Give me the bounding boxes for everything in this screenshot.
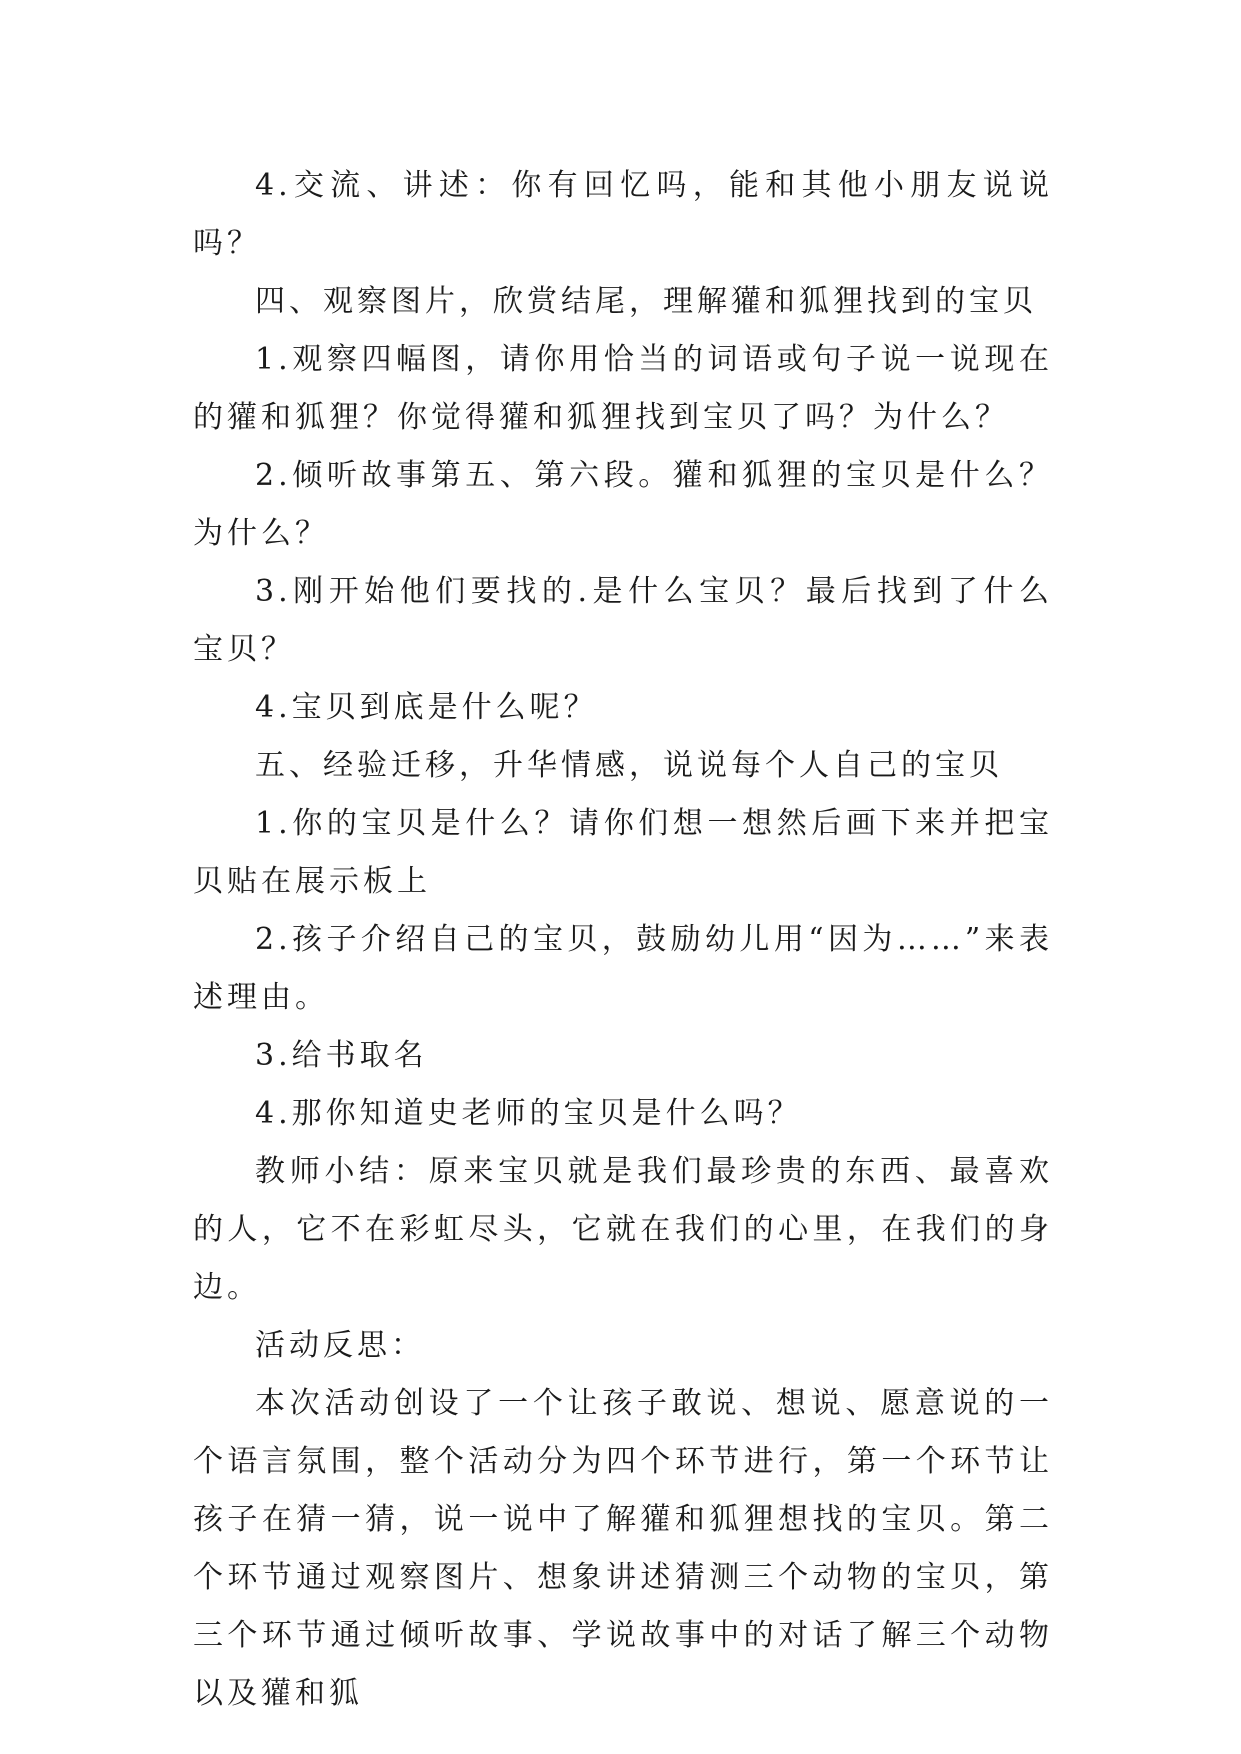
paragraph-1: 4.交流、讲述：你有回忆吗，能和其他小朋友说说吗？ bbox=[193, 168, 1053, 261]
paragraph-10: 3.给书取名 bbox=[255, 1038, 428, 1073]
paragraph-4: 2.倾听故事第五、第六段。獾和狐狸的宝贝是什么？为什么？ bbox=[193, 458, 1053, 551]
section-heading-5: 五、经验迁移，升华情感，说说每个人自己的宝贝 bbox=[255, 748, 1003, 783]
reflection-heading: 活动反思： bbox=[255, 1328, 425, 1363]
document-body bbox=[193, 157, 1053, 1723]
paragraph-6: 4.宝贝到底是什么呢？ bbox=[255, 690, 598, 725]
paragraph-3: 1.观察四幅图，请你用恰当的词语或句子说一说现在的獾和狐狸？你觉得獾和狐狸找到宝贝了吗？为什么？ bbox=[193, 342, 1053, 435]
paragraph-5: 3.刚开始他们要找的.是什么宝贝？最后找到了什么宝贝？ bbox=[193, 574, 1053, 667]
paragraph-8: 1.你的宝贝是什么？请你们想一想然后画下来并把宝贝贴在展示板上 bbox=[193, 806, 1053, 899]
teacher-summary: 教师小结：原来宝贝就是我们最珍贵的东西、最喜欢的人，它不在彩虹尽头，它就在我们的心里，在我们的身边。 bbox=[193, 1154, 1053, 1305]
section-heading-4: 四、观察图片，欣赏结尾，理解獾和狐狸找到的宝贝 bbox=[255, 284, 1037, 319]
paragraph-11: 4.那你知道史老师的宝贝是什么吗？ bbox=[255, 1096, 802, 1131]
reflection-paragraph: 本次活动创设了一个让孩子敢说、想说、愿意说的一个语言氛围，整个活动分为四个环节进行，第一个环节让孩子在猜一猜，说一说中了解獾和狐狸想找的宝贝。第二个环节通过观察图片、想象讲述猜测三个动物的宝贝，第三个环节通过倾听故事、学说故事中的对话了解三个动物以及獾和狐 bbox=[193, 1386, 1053, 1711]
paragraph-9: 2.孩子介绍自己的宝贝，鼓励幼儿用“因为……”来表述理由。 bbox=[193, 922, 1053, 1015]
